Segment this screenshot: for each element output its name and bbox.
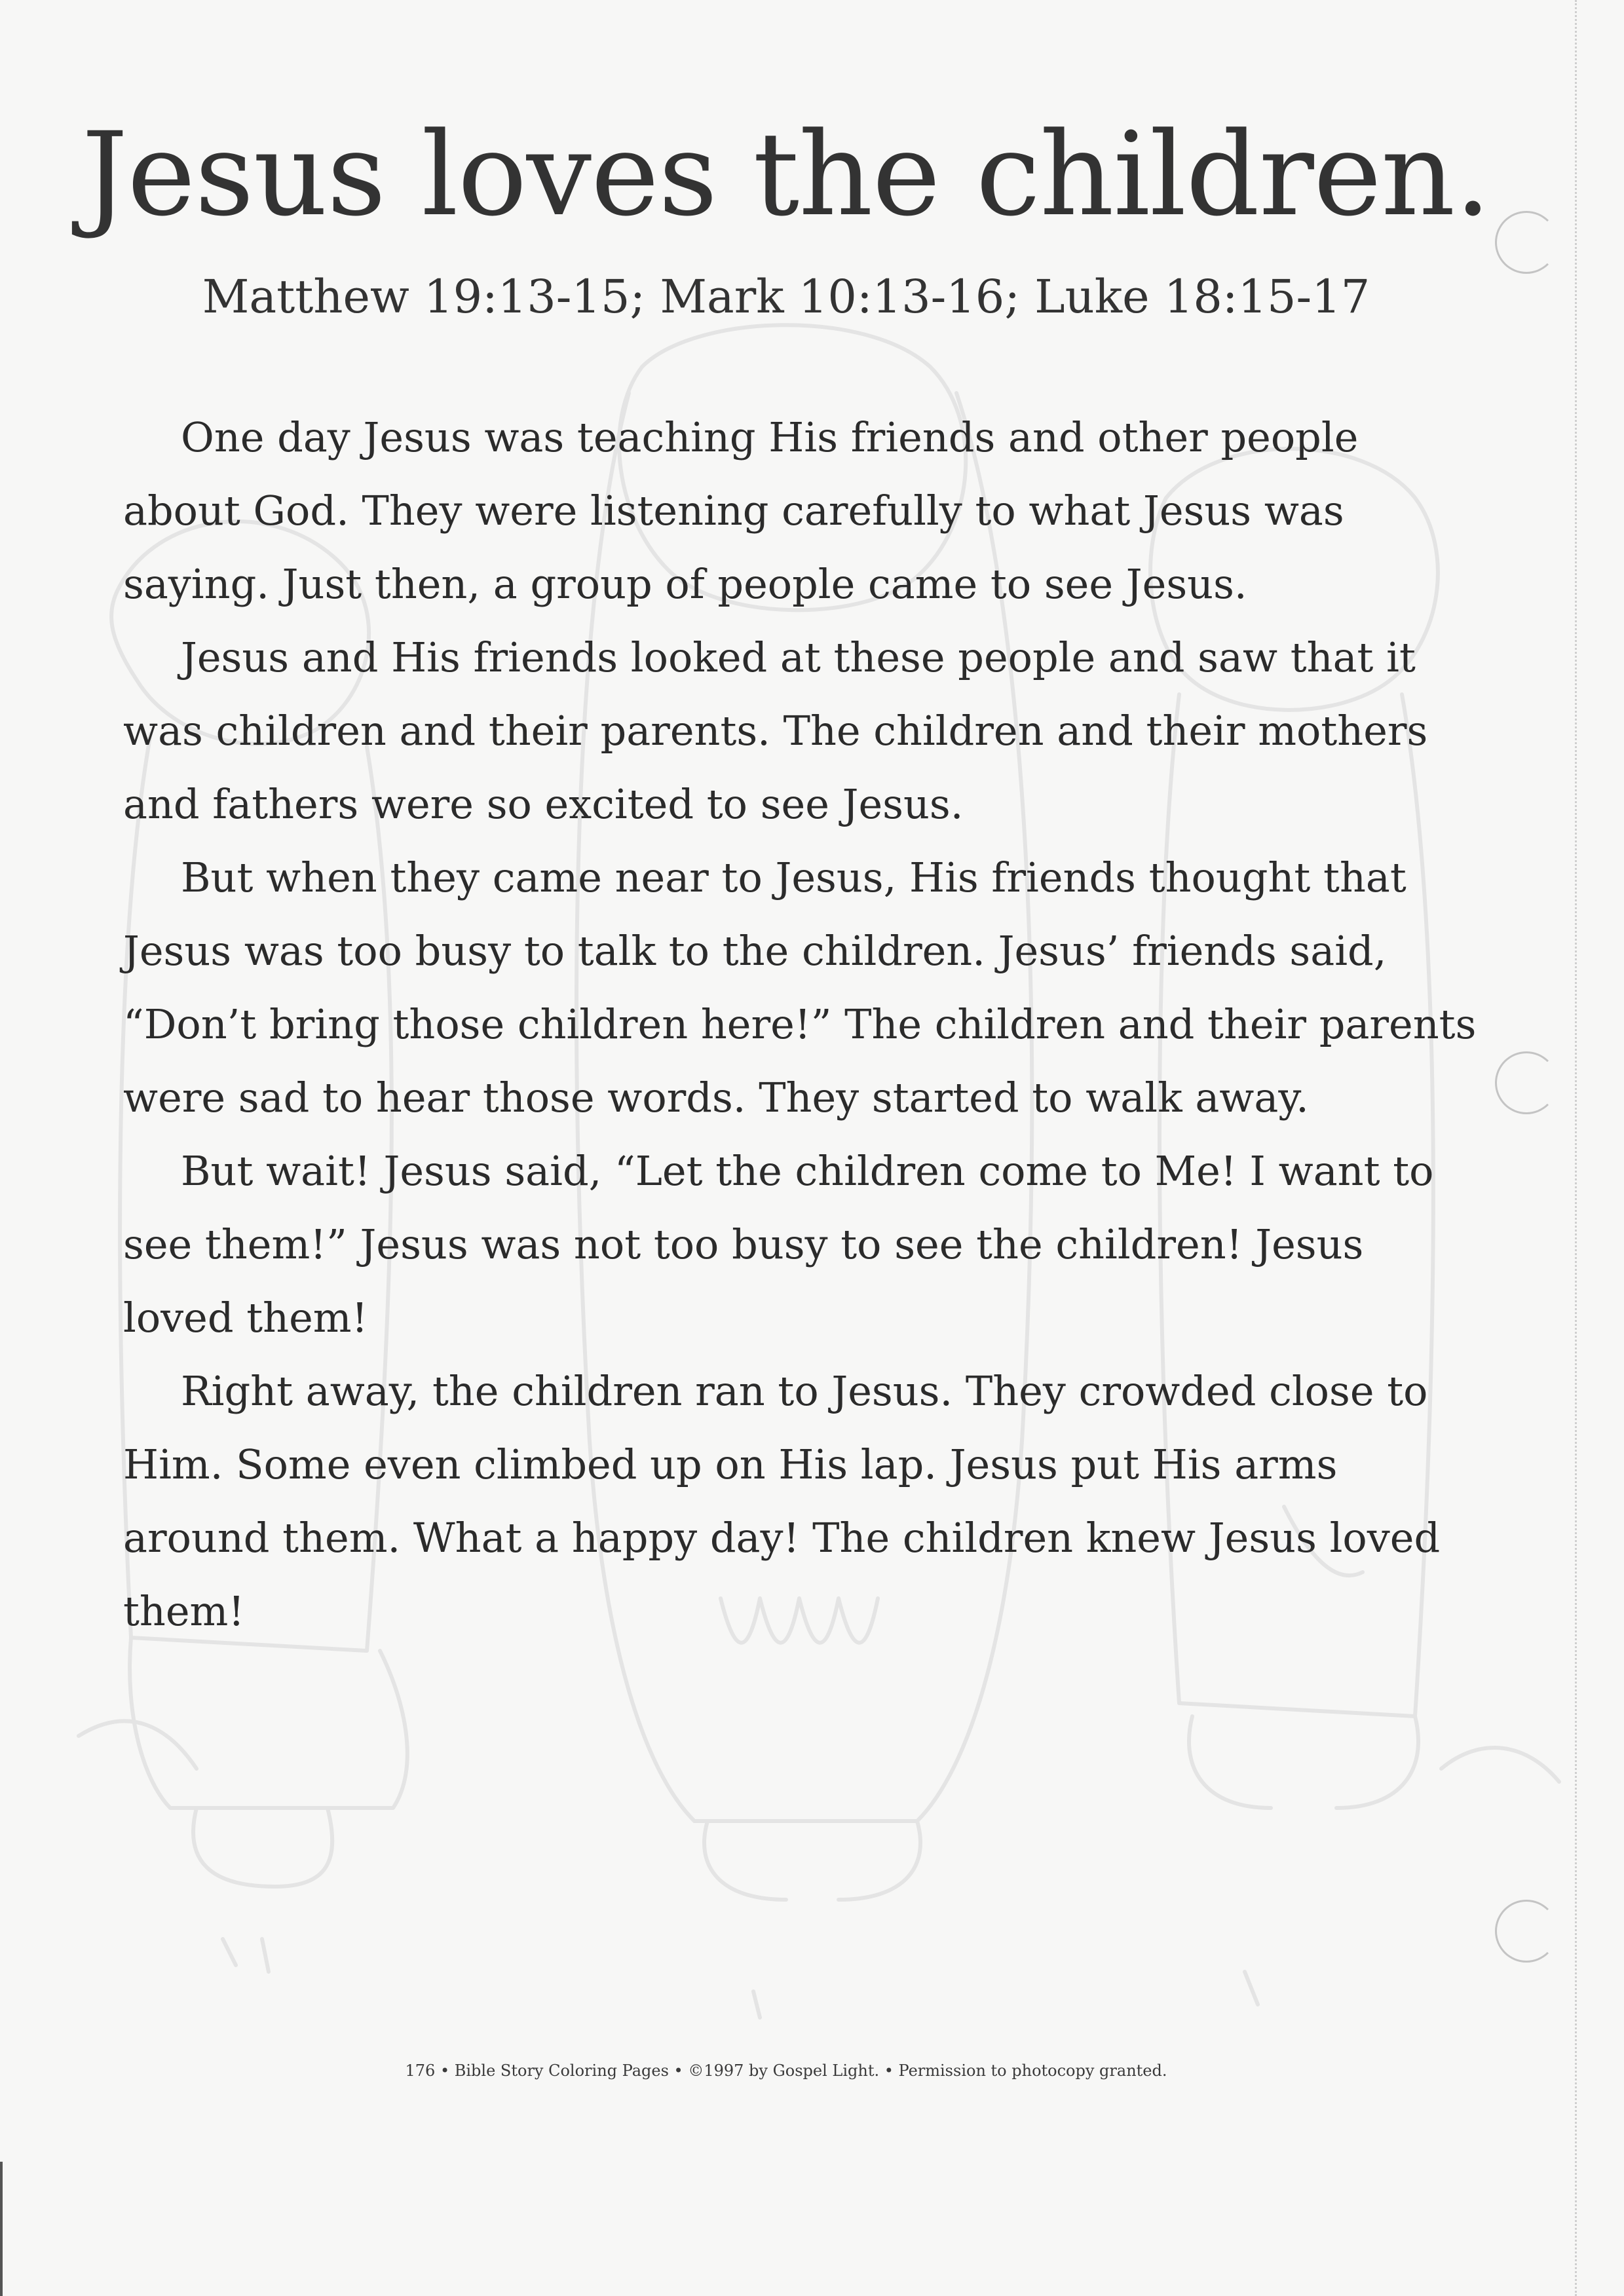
story-paragraph: Right away, the children ran to Jesus. They crowded close to Him. Some even climbed up on His lap. Jesus put His arms around them. What a happy day! The children knew Jesus loved them! — [123, 1367, 1441, 1635]
story-paragraph: Jesus and His friends looked at these people and saw that it was children and their parents. The children and their mothers and fathers were so excited to see Jesus. — [123, 633, 1428, 828]
punch-hole-middle — [1495, 1051, 1558, 1114]
story-paragraph: One day Jesus was teaching His friends and other people about God. They were listening carefully to what Jesus was saying. Just then, a group of people came to see Jesus. — [123, 413, 1359, 608]
page-edge-line — [1575, 0, 1577, 2296]
punch-hole-bottom — [1495, 1900, 1558, 1963]
story-paragraph: But when they came near to Jesus, His friends thought that Jesus was too busy to talk to the children. Jesus’ friends said, “Don’t bring those children here!” The children and their parents were sad to hear those words. They started to walk away. — [123, 854, 1477, 1121]
page-title: Jesus loves the children. — [81, 107, 1491, 242]
page-footer: 176 • Bible Story Coloring Pages • ©1997 by Gospel Light. • Permission to photocopy granted. — [405, 2061, 1167, 2080]
scripture-reference: Matthew 19:13-15; Mark 10:13-16; Luke 18:15-17 — [202, 270, 1370, 324]
story-paragraph: But wait! Jesus said, “Let the children come to Me! I want to see them!” Jesus was not too busy to see the children! Jesus loved them! — [123, 1147, 1434, 1342]
scan-edge-mark — [0, 2162, 3, 2296]
story-text — [123, 401, 1486, 1648]
